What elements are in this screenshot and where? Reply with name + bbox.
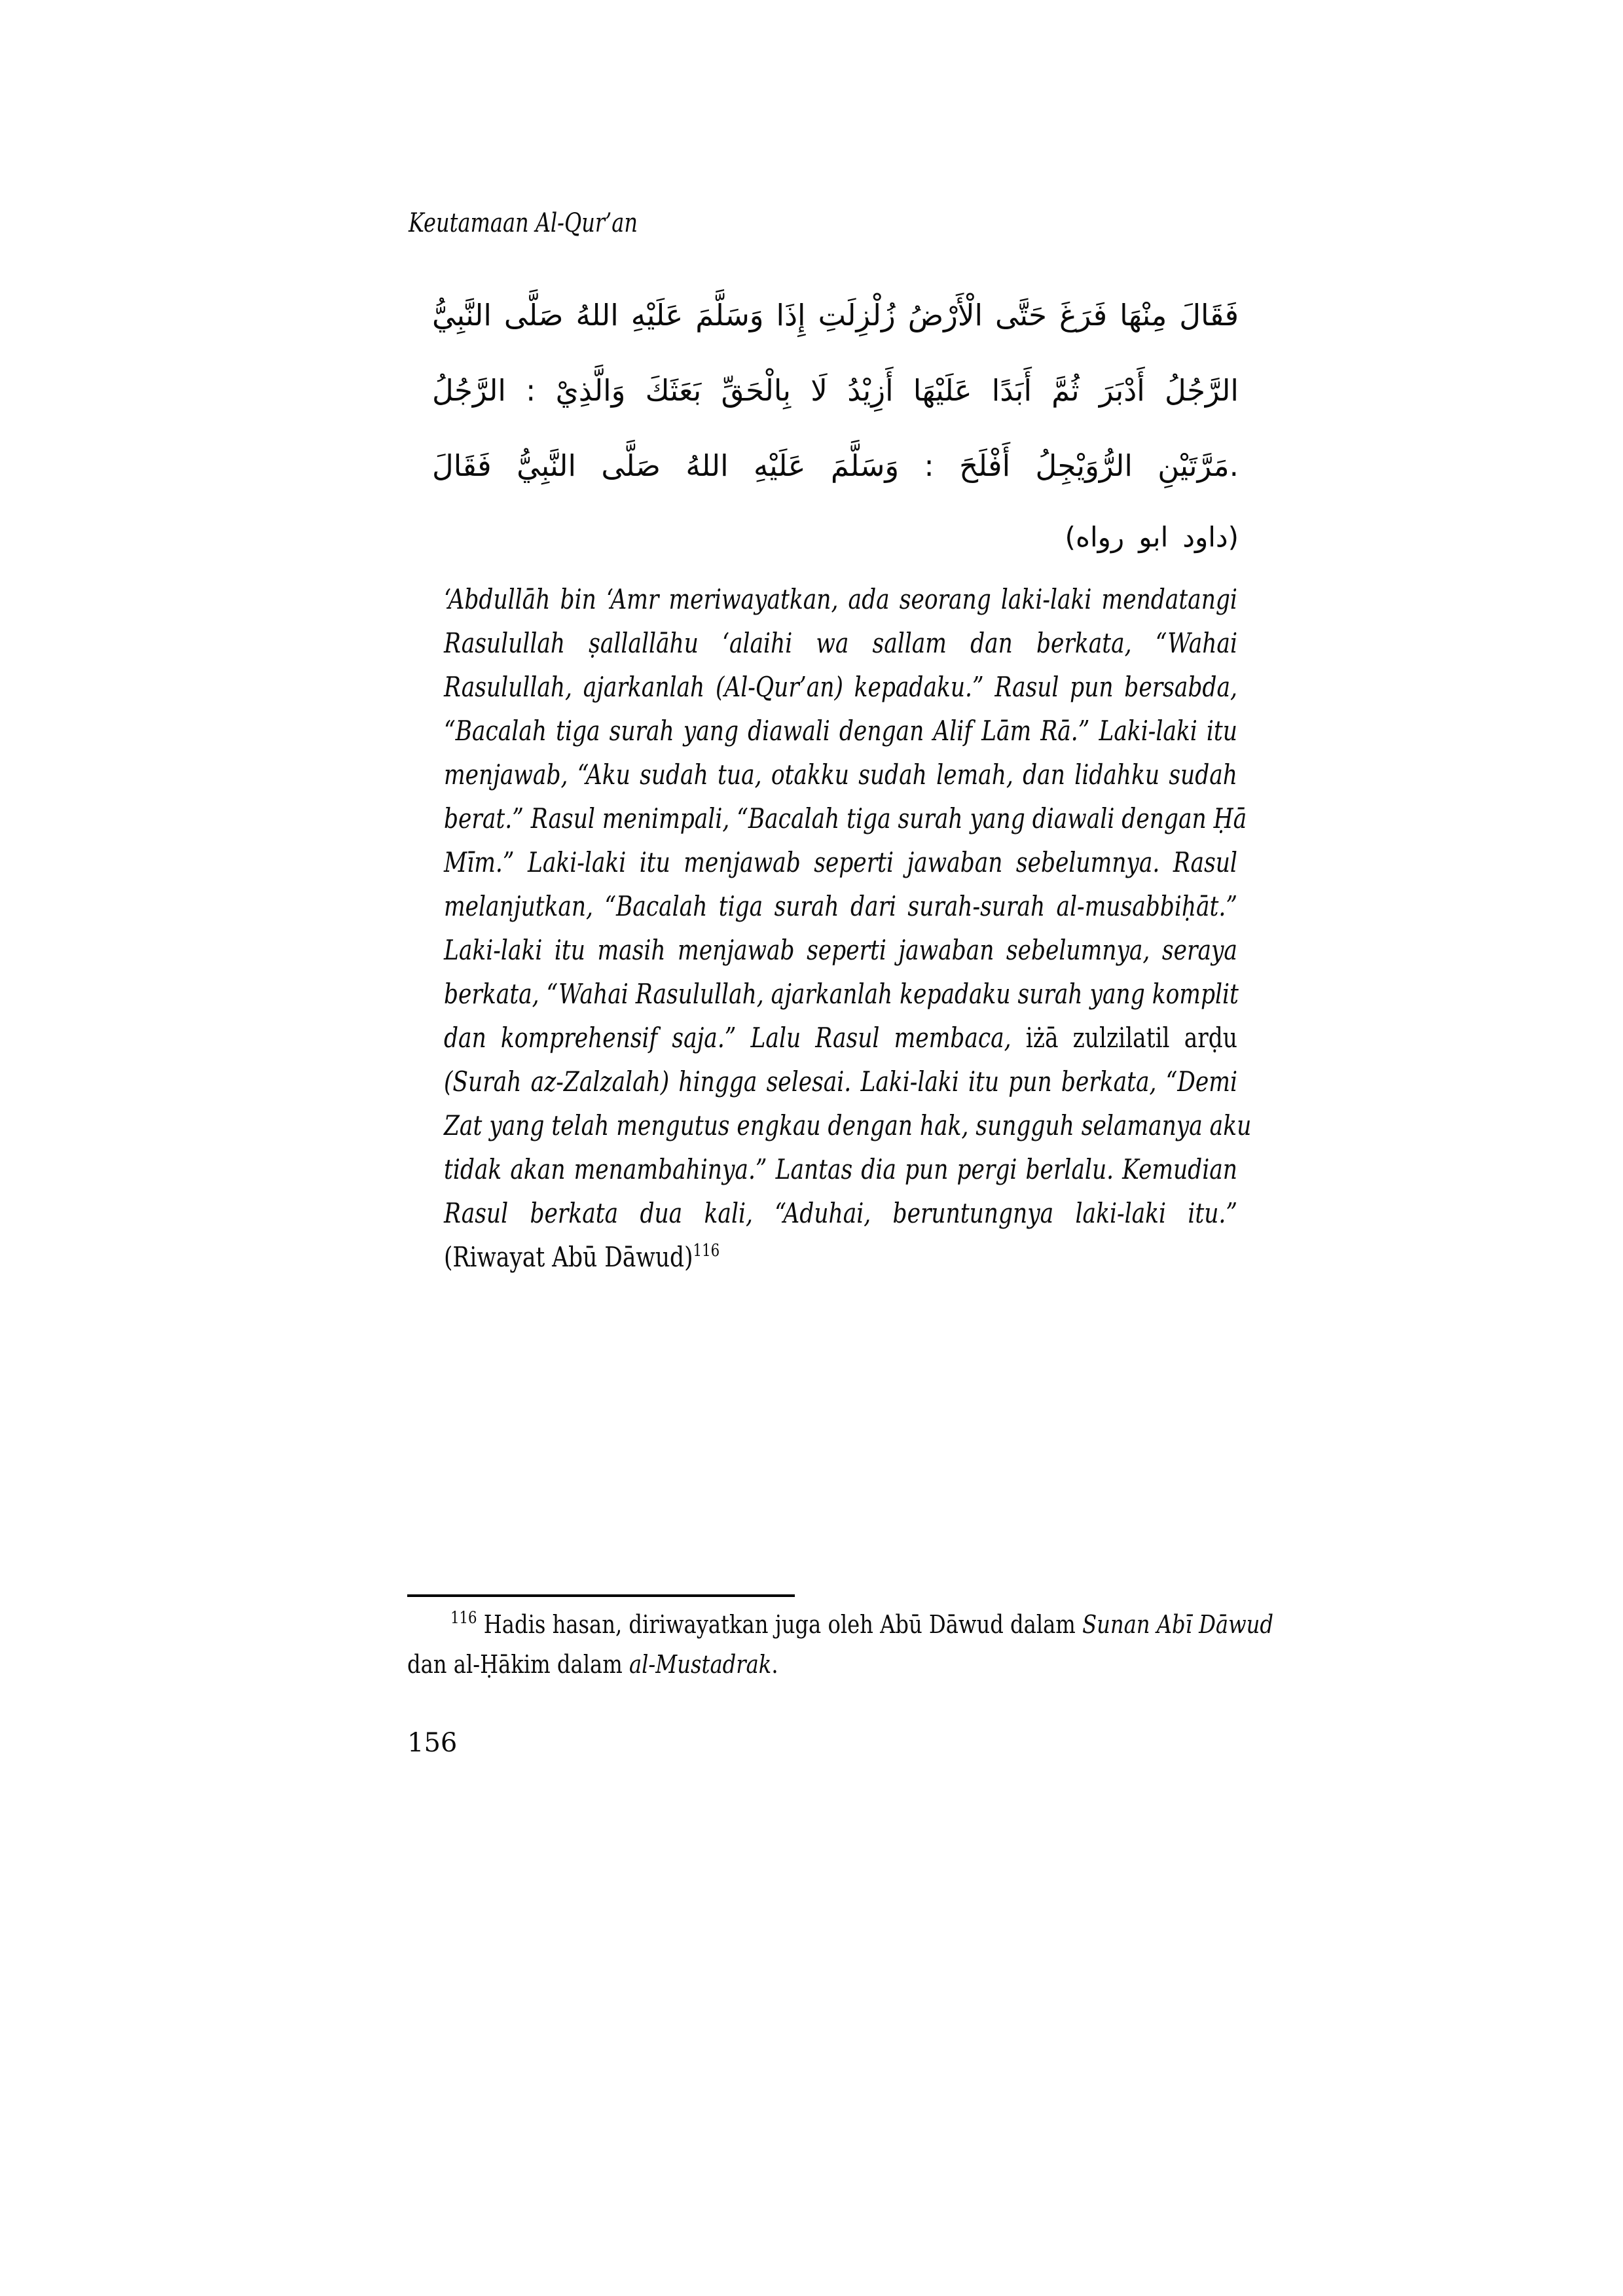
hadith-arabic-block bbox=[432, 278, 1239, 571]
text-line bbox=[444, 928, 1237, 972]
roman-text-segment: Hadis hasan, diriwayatkan juga oleh Abū Dāwud dalam bbox=[477, 1610, 1083, 1639]
roman-text-segment: (Riwayat Abū Dāwud) bbox=[444, 1241, 693, 1273]
italic-text-segment: Zat yang telah mengutus engkau dengan hak, sungguh selamanya aku bbox=[444, 1109, 1252, 1141]
arabic-word: : bbox=[924, 448, 934, 483]
arabic-word: أَبَدًا bbox=[991, 373, 1032, 408]
arabic-word: أَفْلَحَ bbox=[959, 448, 1011, 483]
text-line bbox=[407, 1645, 1238, 1685]
arabic-word: ثُمَّ bbox=[1051, 373, 1080, 408]
arabic-word: إِذَا bbox=[776, 298, 806, 332]
arabic-word: ابو bbox=[1139, 521, 1169, 553]
italic-text-segment: Rasulullah ṣallallāhu ‘alaihi wa sallam dan berkata, “Wahai bbox=[444, 627, 1237, 659]
arabic-line bbox=[432, 503, 1239, 571]
arabic-word: اللهُ bbox=[685, 448, 729, 483]
arabic-word: صَلَّى bbox=[601, 448, 661, 483]
arabic-word: داود) bbox=[1182, 521, 1239, 553]
arabic-word: مَرَّتَيْنِ. bbox=[1158, 448, 1239, 483]
text-line bbox=[444, 1016, 1237, 1060]
italic-text-segment: berat.” Rasul menimpali, “Bacalah tiga surah yang diawali dengan Ḥā bbox=[444, 802, 1247, 834]
footnote-reference-number: 116 bbox=[693, 1241, 720, 1261]
arabic-word: النَّبِيُّ bbox=[517, 448, 576, 483]
text-line bbox=[444, 840, 1237, 884]
text-line bbox=[444, 665, 1237, 709]
arabic-word: فَقَالَ bbox=[1179, 298, 1239, 332]
arabic-word: (رواه bbox=[1065, 521, 1125, 553]
running-header: Keutamaan Al-Qur’an bbox=[409, 208, 638, 238]
italic-text-segment: Rasulullah, ajarkanlah (Al-Qur’an) kepadaku.” Rasul pun bersabda, bbox=[444, 671, 1237, 703]
arabic-word: اللهُ bbox=[575, 298, 619, 332]
arabic-word: فَقَالَ bbox=[432, 448, 492, 483]
italic-text-segment: (Surah az-Zalzalah) hingga selesai. Laki-laki itu pun berkata, “Demi bbox=[444, 1066, 1237, 1098]
italic-text-segment: berkata, “Wahai Rasulullah, ajarkanlah kepadaku surah yang komplit bbox=[444, 978, 1239, 1010]
text-line bbox=[444, 797, 1247, 840]
arabic-word: أَدْبَرَ bbox=[1099, 373, 1145, 408]
arabic-word: مِنْهَا bbox=[1120, 298, 1167, 332]
arabic-word: بِالْحَقِّ bbox=[721, 373, 792, 408]
text-line bbox=[444, 577, 1237, 621]
arabic-word: أَزِيْدُ bbox=[847, 373, 894, 408]
italic-text-segment: Rasul berkata dua kali, “Aduhai, beruntungnya laki-laki itu.” bbox=[444, 1197, 1237, 1229]
arabic-word: : bbox=[526, 373, 536, 408]
text-line bbox=[444, 753, 1237, 797]
roman-text-segment: dan al-Ḥākim dalam bbox=[407, 1650, 629, 1679]
arabic-word: بَعَثَكَ bbox=[645, 373, 702, 408]
italic-text-segment: melanjutkan, “Bacalah tiga surah dari surah-surah al-musabbiḥāt.” bbox=[444, 890, 1237, 922]
arabic-word: النَّبِيُّ bbox=[432, 298, 492, 332]
arabic-line bbox=[432, 353, 1239, 428]
arabic-word: وَسَلَّمَ bbox=[830, 448, 900, 483]
italic-text-segment: Sunan Abī Dāwud bbox=[1082, 1610, 1273, 1639]
footnote bbox=[407, 1605, 1273, 1685]
text-line bbox=[444, 972, 1237, 1016]
arabic-word: الْأَرْضُ bbox=[907, 298, 983, 332]
arabic-word: زُلْزِلَتِ bbox=[818, 298, 896, 332]
italic-text-segment: menjawab, “Aku sudah tua, otakku sudah lemah, dan lidahku sudah bbox=[444, 759, 1237, 791]
arabic-word: عَلَيْهِ bbox=[754, 448, 806, 483]
text-line bbox=[444, 621, 1237, 665]
text-line bbox=[444, 1060, 1237, 1103]
text-line bbox=[444, 1191, 1237, 1235]
arabic-word: فَرَغَ bbox=[1059, 298, 1108, 332]
arabic-line bbox=[432, 278, 1239, 353]
text-line bbox=[407, 1605, 1273, 1645]
arabic-word: صَلَّى bbox=[503, 298, 564, 332]
roman-text-segment: iżā zulzilatil arḍu bbox=[1025, 1022, 1237, 1054]
text-line bbox=[444, 1235, 1237, 1279]
arabic-word: الرَّجُلُ bbox=[1165, 373, 1239, 408]
arabic-word: وَسَلَّمَ bbox=[695, 298, 764, 332]
text-line bbox=[444, 709, 1237, 753]
text-line bbox=[444, 884, 1237, 928]
arabic-word: لَا bbox=[811, 373, 828, 408]
roman-text-segment: . bbox=[771, 1650, 778, 1679]
italic-text-segment: dan komprehensif saja.” Lalu Rasul membaca, bbox=[444, 1022, 1026, 1054]
arabic-word: الرُّوَيْجِلُ bbox=[1035, 448, 1133, 483]
arabic-word: عَلَيْهِ bbox=[630, 298, 684, 332]
footnote-separator-rule bbox=[407, 1594, 795, 1597]
footnote-reference-number: 116 bbox=[450, 1608, 477, 1627]
text-line bbox=[444, 1103, 1252, 1147]
page-number: 156 bbox=[407, 1728, 458, 1758]
arabic-line bbox=[432, 428, 1239, 503]
italic-text-segment: ‘Abdullāh bin ‘Amr meriwayatkan, ada seorang laki-laki mendatangi bbox=[444, 583, 1237, 615]
italic-text-segment: Mīm.” Laki-laki itu menjawab seperti jawaban sebelumnya. Rasul bbox=[444, 846, 1237, 878]
arabic-word: عَلَيْهَا bbox=[913, 373, 972, 408]
arabic-word: وَالَّذِيْ bbox=[555, 373, 626, 408]
arabic-word: الرَّجُلُ bbox=[432, 373, 506, 408]
hadith-translation-block bbox=[444, 577, 1252, 1279]
text-line bbox=[444, 1147, 1237, 1191]
italic-text-segment: al-Mustadrak bbox=[629, 1650, 772, 1679]
arabic-word: حَتَّى bbox=[995, 298, 1047, 332]
italic-text-segment: Laki-laki itu masih menjawab seperti jawaban sebelumnya, seraya bbox=[444, 934, 1237, 966]
italic-text-segment: tidak akan menambahinya.” Lantas dia pun pergi berlalu. Kemudian bbox=[444, 1153, 1237, 1185]
italic-text-segment: “Bacalah tiga surah yang diawali dengan Alif Lām Rā.” Laki-laki itu bbox=[444, 715, 1237, 747]
